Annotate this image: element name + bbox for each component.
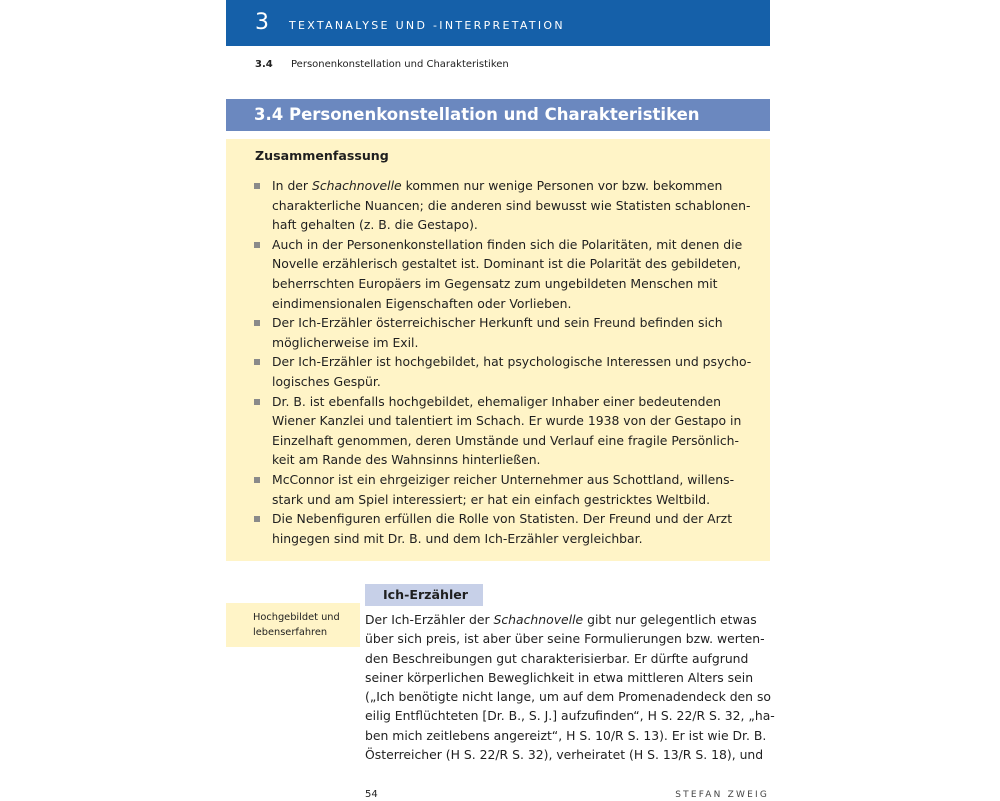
summary-item [252, 470, 764, 509]
summary-line: hingegen sind mit Dr. B. und dem Ich-Erzähler vergleichbar. [272, 530, 643, 546]
bullet-icon [254, 516, 260, 522]
bullet-icon [254, 359, 260, 365]
summary-item [252, 352, 764, 391]
margin-note-line: Hochgebildet und [253, 612, 340, 623]
body-line: Österreicher (H S. 22/R S. 32), verheiratet (H S. 13/R S. 18), und [365, 747, 764, 763]
margin-note [226, 603, 360, 647]
body-text [365, 610, 775, 764]
summary-line: Wiener Kanzlei und talentiert im Schach. Er wurde 1938 von der Gestapo in [272, 413, 742, 429]
subsection-label: Ich-Erzähler [365, 584, 483, 606]
bullet-icon [254, 477, 260, 483]
summary-line: charakterliche Nuancen; die anderen sind bewusst wie Statisten schablonen- [272, 197, 751, 213]
bullet-icon [254, 399, 260, 405]
summary-line: Dr. B. ist ebenfalls hochgebildet, ehemaliger Inhaber einer bedeutenden [272, 393, 721, 409]
summary-heading: Zusammenfassung [255, 148, 389, 163]
summary-line: stark und am Spiel interessiert; er hat ein einfach gestricktes Weltbild. [272, 491, 711, 507]
summary-line: haft gehalten (z. B. die Gestapo). [272, 217, 478, 233]
margin-note-line: lebenserfahren [253, 627, 328, 638]
chapter-number: 3 [255, 10, 269, 35]
summary-line: Novelle erzählerisch gestaltet ist. Dominant ist die Polarität des gebildeten, [272, 256, 741, 272]
summary-list [252, 176, 764, 548]
bullet-icon [254, 242, 260, 248]
summary-item [252, 392, 764, 470]
chapter-title: TEXTANALYSE UND -INTERPRETATION [289, 19, 565, 32]
summary-line: Auch in der Personenkonstellation finden sich die Polaritäten, mit denen die [272, 236, 743, 252]
body-line: („Ich benötigte nicht lange, um auf dem Promenadendeck den so [365, 689, 772, 705]
bullet-icon [254, 183, 260, 189]
running-head-title: Personenkonstellation und Charakteristiken [291, 59, 509, 70]
summary-line: In der Schachnovelle kommen nur wenige Personen vor bzw. bekommen [272, 178, 723, 193]
summary-item [252, 509, 764, 548]
page-number: 54 [365, 789, 378, 800]
summary-line: Einzelhaft genommen, deren Umstände und Verlauf eine fragile Persönlich- [272, 432, 739, 448]
section-title: 3.4 Personenkonstellation und Charakteristiken [226, 99, 770, 131]
footer-author: STEFAN ZWEIG [675, 790, 769, 800]
summary-line: eindimensionalen Eigenschaften oder Vorlieben. [272, 295, 572, 311]
chapter-header [226, 0, 770, 46]
summary-line: McConnor ist ein ehrgeiziger reicher Unternehmer aus Schottland, willens- [272, 471, 735, 487]
body-line: über sich preis, ist aber über seine Formulierungen bzw. werten- [365, 631, 765, 647]
body-line: den Beschreibungen gut charakterisierbar. Er dürfte aufgrund [365, 650, 749, 666]
summary-item [252, 235, 764, 313]
summary-line: Der Ich-Erzähler österreichischer Herkunft und sein Freund befinden sich [272, 315, 723, 331]
body-line: eilig Entflüchteten [Dr. B., S. J.] aufzufinden“, H S. 22/R S. 32, „ha- [365, 708, 775, 724]
summary-line: Die Nebenfiguren erfüllen die Rolle von Statisten. Der Freund und der Arzt [272, 511, 733, 527]
summary-line: logisches Gespür. [272, 373, 381, 389]
summary-line: möglicherweise im Exil. [272, 334, 419, 350]
running-head-number: 3.4 [255, 59, 273, 70]
running-head [255, 59, 509, 71]
summary-item [252, 176, 764, 235]
summary-item [252, 313, 764, 352]
bullet-icon [254, 320, 260, 326]
summary-box [226, 139, 770, 561]
summary-line: keit am Rande des Wahnsinns hinterließen. [272, 452, 541, 468]
summary-line: Der Ich-Erzähler ist hochgebildet, hat psychologische Interessen und psycho- [272, 354, 752, 370]
body-line: ben mich zeitlebens angereizt“, H S. 10/R S. 13). Er ist wie Dr. B. [365, 727, 767, 743]
body-line: Der Ich-Erzähler der Schachnovelle gibt nur gelegentlich etwas [365, 612, 757, 627]
summary-line: beherrschten Europäers im Gegensatz zum ungebildeten Menschen mit [272, 275, 718, 291]
body-line: seiner körperlichen Beweglichkeit in etwa mittleren Alters sein [365, 669, 754, 685]
